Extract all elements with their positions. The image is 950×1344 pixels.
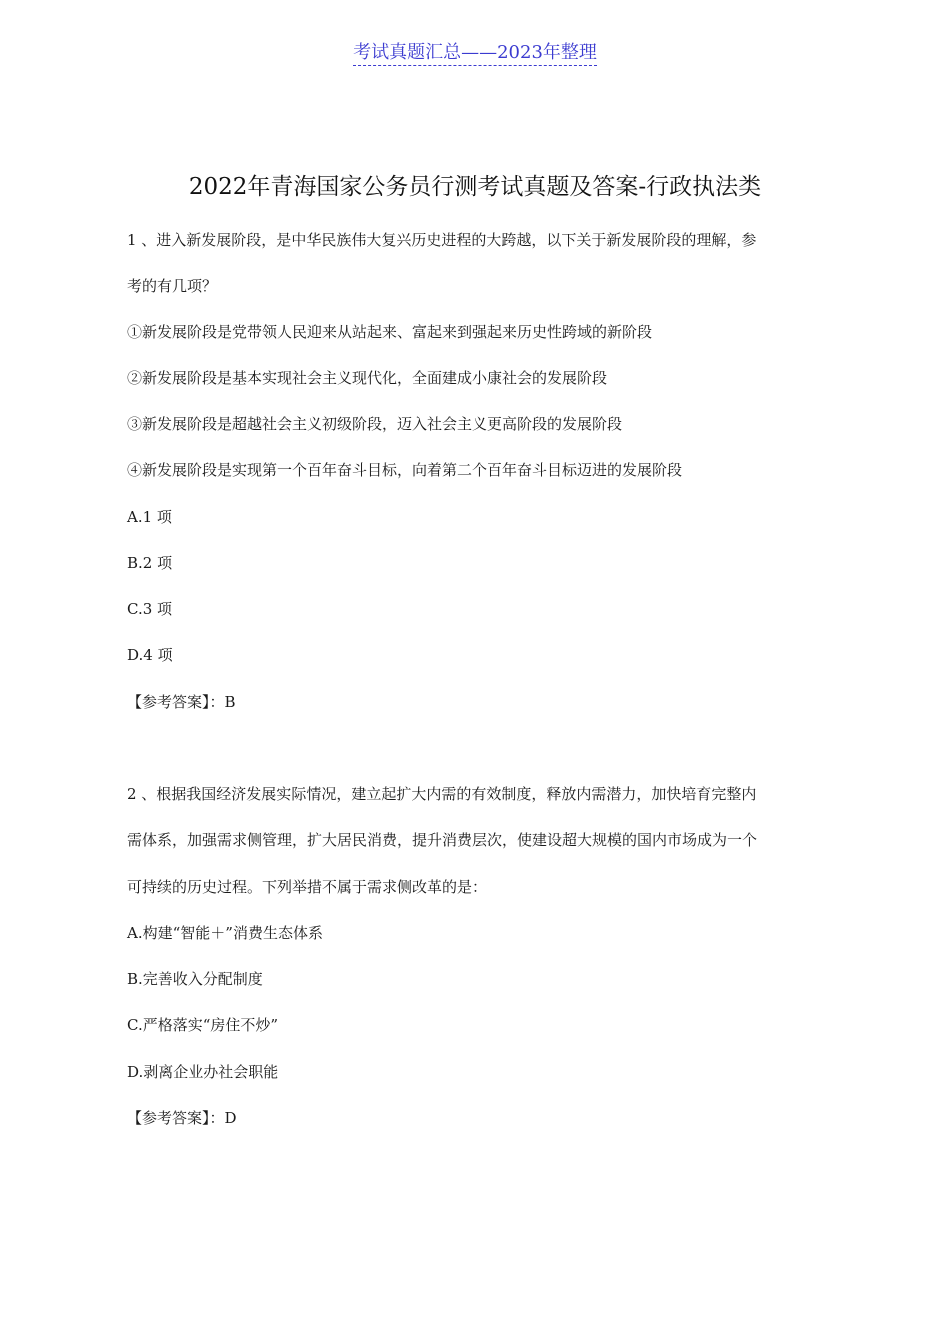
question-1-option-d: D.4 项	[127, 646, 173, 664]
question-1-option-c: C.3 项	[127, 600, 173, 618]
header-link-text[interactable]: 考试真题汇总——2023年整理	[353, 42, 597, 66]
question-1-answer: 【参考答案】：B	[127, 693, 236, 711]
question-1-statement-1: ①新发展阶段是党带领人民迎来从站起来、富起来到强起来历史性跨域的新阶段	[127, 323, 653, 341]
question-1-statement-3: ③新发展阶段是超越社会主义初级阶段，迈入社会主义更高阶段的发展阶段	[127, 415, 623, 433]
question-1-option-b: B.2 项	[127, 554, 173, 572]
question-2-stem-line-1: 2 、根据我国经济发展实际情况，建立起扩大内需的有效制度，释放内需潜力，加快培育完整内	[127, 785, 757, 803]
question-2-option-b: B.完善收入分配制度	[127, 970, 263, 988]
document-title: 2022年青海国家公务员行测考试真题及答案-行政执法类	[188, 174, 762, 200]
question-1-option-a: A.1 项	[127, 508, 172, 526]
question-1-statement-4: ④新发展阶段是实现第一个百年奋斗目标，向着第二个百年奋斗目标迈进的发展阶段	[127, 461, 683, 479]
question-1-stem-line-1: 1 、进入新发展阶段，是中华民族伟大复兴历史进程的大跨越，以下关于新发展阶段的理解，参	[127, 231, 757, 249]
question-2-stem-line-2: 需体系，加强需求侧管理，扩大居民消费，提升消费层次，使建设超大规模的国内市场成为一个	[127, 831, 758, 849]
question-2-answer: 【参考答案】：D	[127, 1109, 237, 1127]
question-1-statement-2: ②新发展阶段是基本实现社会主义现代化，全面建成小康社会的发展阶段	[127, 369, 608, 387]
question-2-stem-line-3: 可持续的历史过程。下列举措不属于需求侧改革的是：	[127, 878, 488, 896]
question-2-option-c: C.严格落实“房住不炒”	[127, 1016, 279, 1034]
question-2-option-a: A.构建“智能＋”消费生态体系	[127, 924, 323, 942]
header-link[interactable]	[0, 38, 950, 64]
question-2-option-d: D.剥离企业办社会职能	[127, 1063, 279, 1081]
question-1-stem-line-2: 考的有几项？	[127, 277, 218, 295]
